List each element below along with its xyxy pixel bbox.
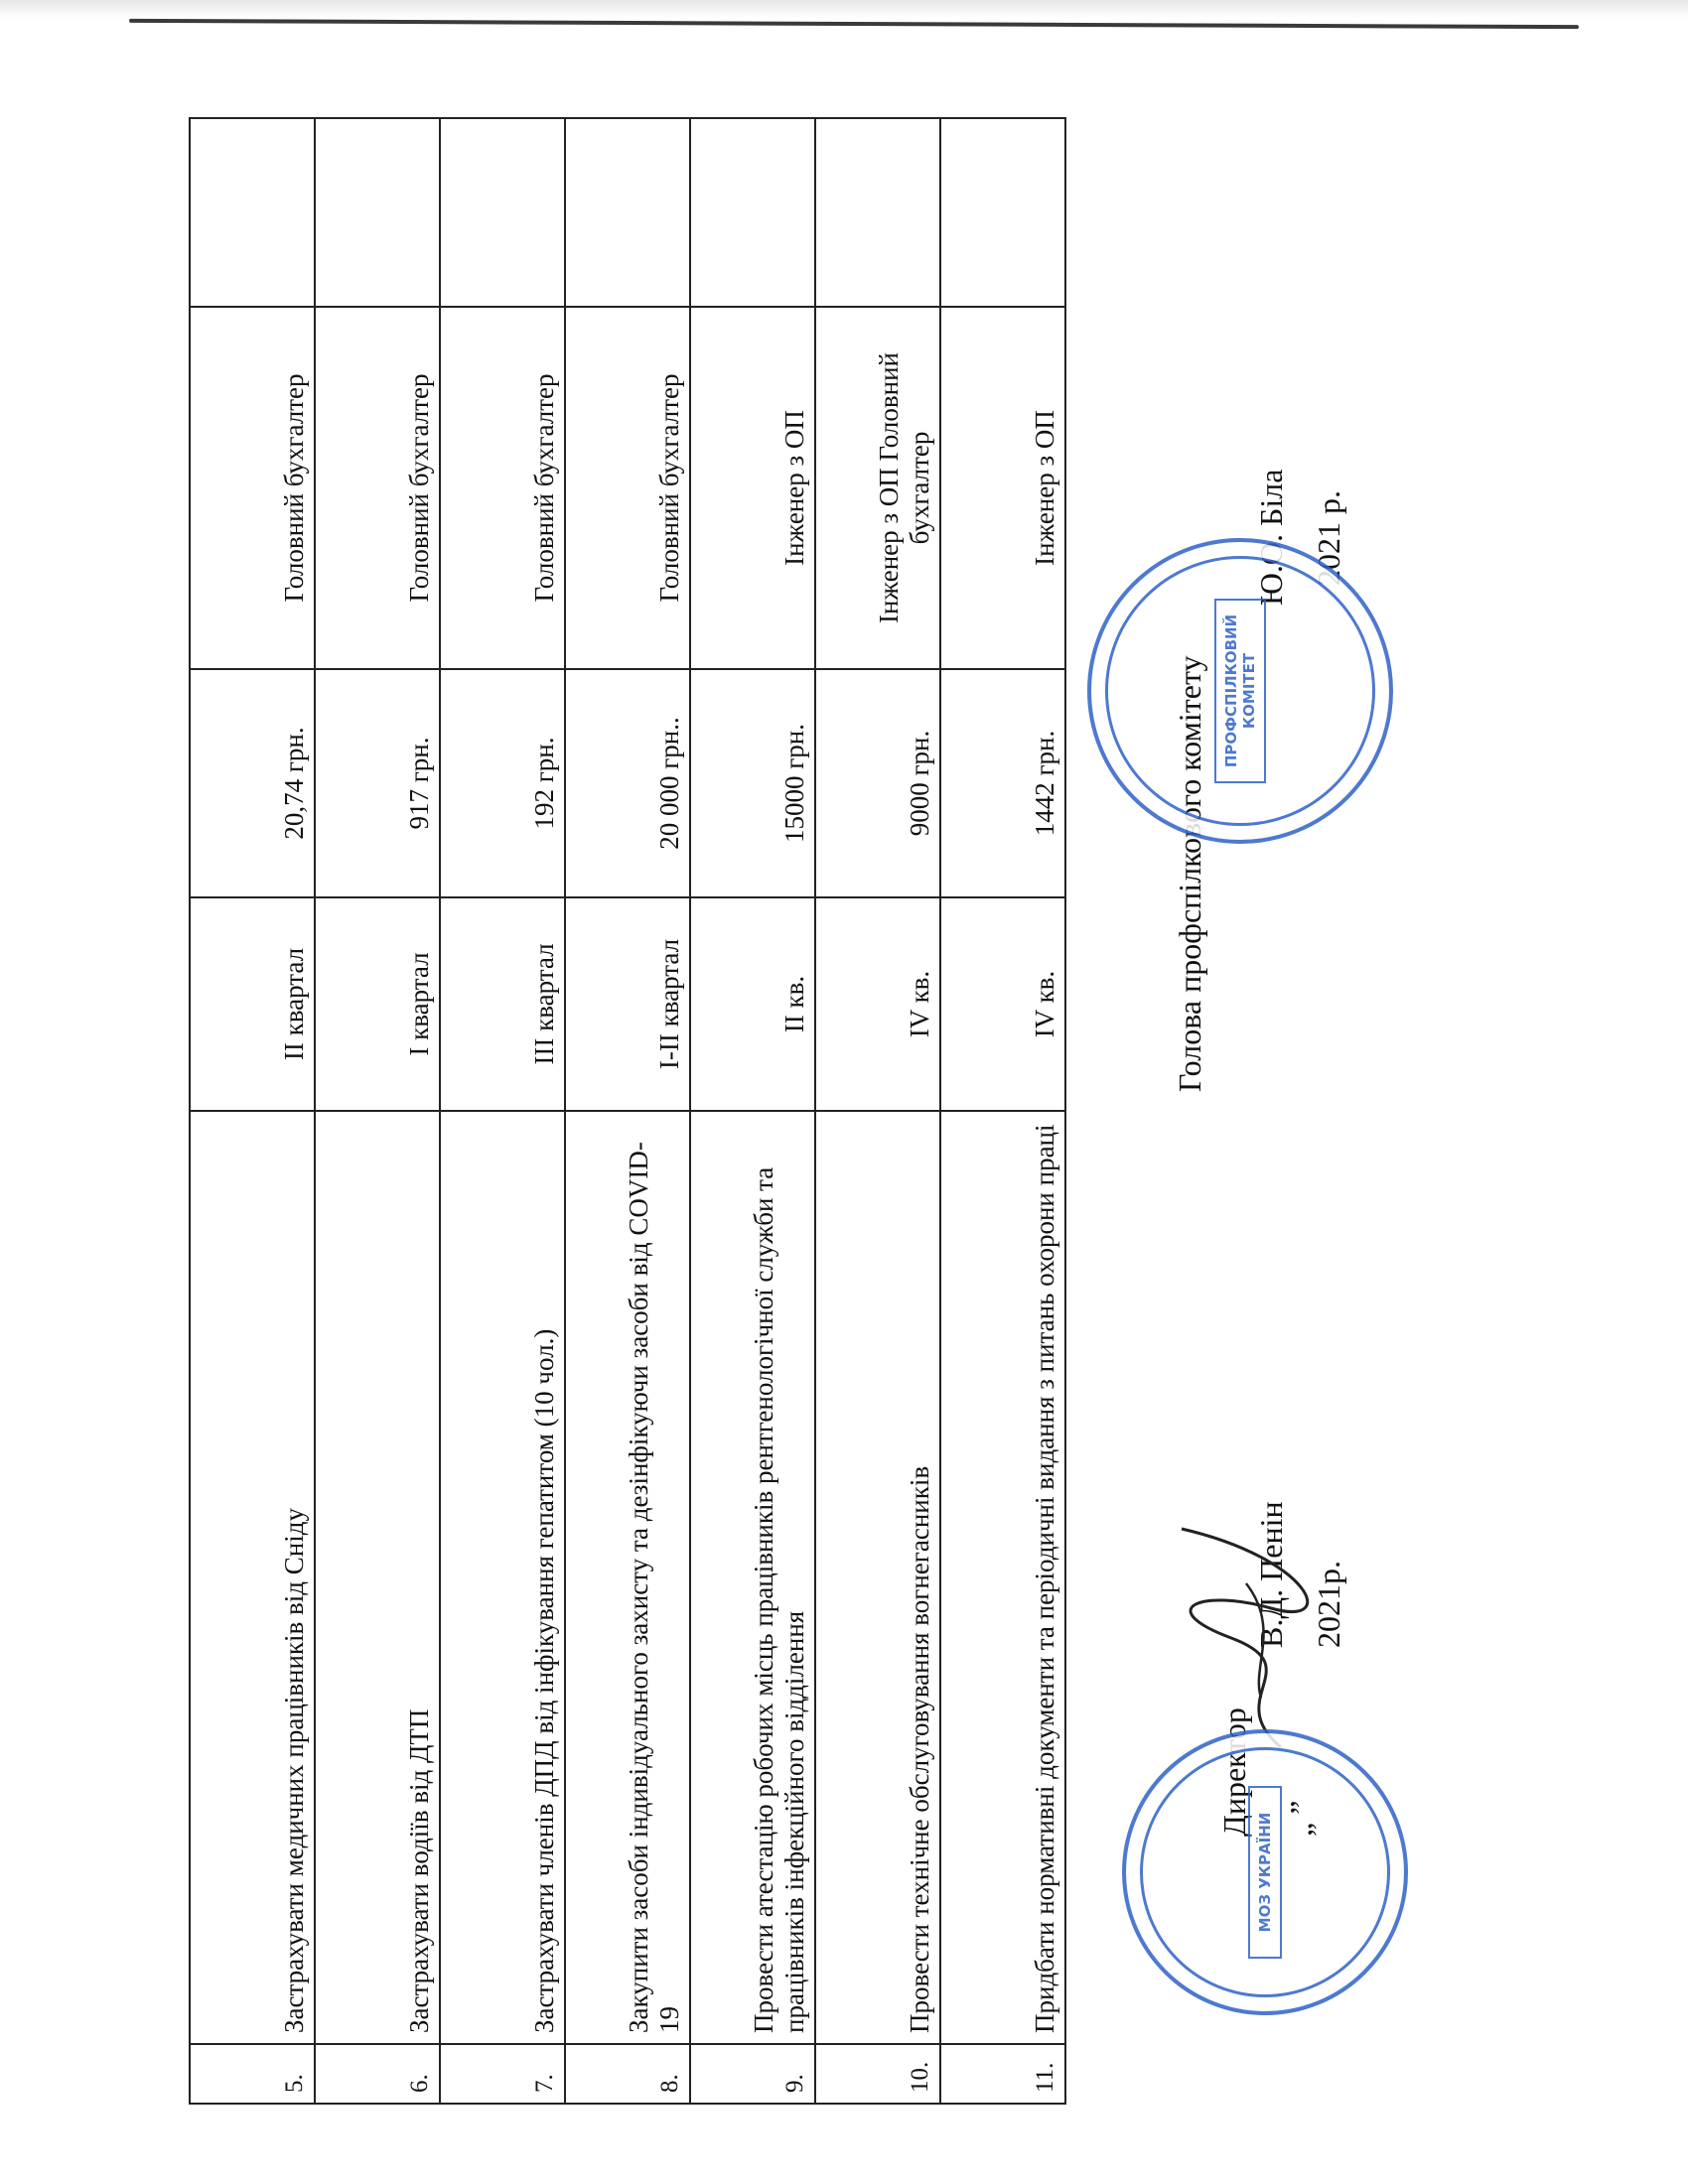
empty-cell [690,118,815,307]
measure-text: Застрахувати членів ДПД від інфікування гепатитом (10 чол.) [440,1111,565,2044]
director-stamp [1122,1729,1408,2015]
trade-union-stamp [1087,538,1393,844]
table-row [565,118,690,2104]
trade-union-stamp-core: ПРОФСПІЛКОВИЙ КОМІТЕТ [1214,599,1266,783]
term-text: І-ІІ квартал [565,897,690,1111]
row-number: 9. [690,2044,815,2104]
measure-text: Придбати нормативні документи та періодичні видання з питань охорони праці [940,1111,1065,2044]
empty-cell [440,118,565,307]
director-stamp-core: МОЗ УКРАЇНИ [1248,1786,1282,1959]
cost-text: 1442 грн. [940,669,1065,897]
term-text: ІV кв. [940,897,1065,1111]
empty-cell [940,118,1065,307]
empty-cell [565,118,690,307]
director-title: Директор [1216,1707,1252,1837]
term-text: І квартал [315,897,440,1111]
table-row [815,118,940,2104]
measures-table [189,117,1066,2105]
row-number: 11. [940,2044,1065,2104]
term-text: ІІІ квартал [440,897,565,1111]
empty-cell [315,118,440,307]
director-date: 2021р. [1311,1561,1346,1648]
table-row [940,118,1065,2104]
measure-text: Застрахувати медичних працівників від Сніду [190,1111,315,2044]
responsible-text: Головний бухгалтер [565,307,690,669]
table-row [690,118,815,2104]
responsible-text: Головний бухгалтер [190,307,315,669]
responsible-text: Інженер з ОП Головний бухгалтер [815,307,940,669]
measure-text: Провести технічне обслуговування вогнегасників [815,1111,940,2044]
cost-text: 20 000 грн.. [565,669,690,897]
responsible-text: Інженер з ОП [940,307,1065,669]
responsible-text: Головний бухгалтер [440,307,565,669]
cost-text: 917 грн. [315,669,440,897]
director-quote: „ ” [1283,1800,1319,1837]
measure-text: Закупити засоби індивідуального захисту та дезінфікуючи засоби від COVID-19 [565,1111,690,2044]
measure-text: Провести атестацію робочих місць працівників рентгенологічної служби та працівників інфекційного відділення [690,1111,815,2044]
chairman-date: 2021 р. [1311,490,1346,586]
cost-text: 15000 грн. [690,669,815,897]
responsible-text: Головний бухгалтер [315,307,440,669]
measure-text: Застрахувати водіїв від ДТП [315,1111,440,2044]
director-signature [1162,1519,1321,1757]
row-number: 10. [815,2044,940,2104]
chairman-title: Голова профспілкового комітету [1172,655,1207,1092]
row-number: 5. [190,2044,315,2104]
row-number: 6. [315,2044,440,2104]
cost-text: 9000 грн. [815,669,940,897]
term-text: ІІ кв. [690,897,815,1111]
cost-text: 20,74 грн. [190,669,315,897]
row-number: 8. [565,2044,690,2104]
director-name: В.Д. Пенін [1253,1501,1289,1648]
term-text: ІV кв. [815,897,940,1111]
table-row [440,118,565,2104]
empty-cell [190,118,315,307]
table-row [190,118,315,2104]
responsible-text: Інженер з ОП [690,307,815,669]
cost-text: 192 грн. [440,669,565,897]
row-number: 7. [440,2044,565,2104]
term-text: ІІ квартал [190,897,315,1111]
table-row [315,118,440,2104]
empty-cell [815,118,940,307]
chairman-name: Ю.О. Біла [1253,469,1289,606]
